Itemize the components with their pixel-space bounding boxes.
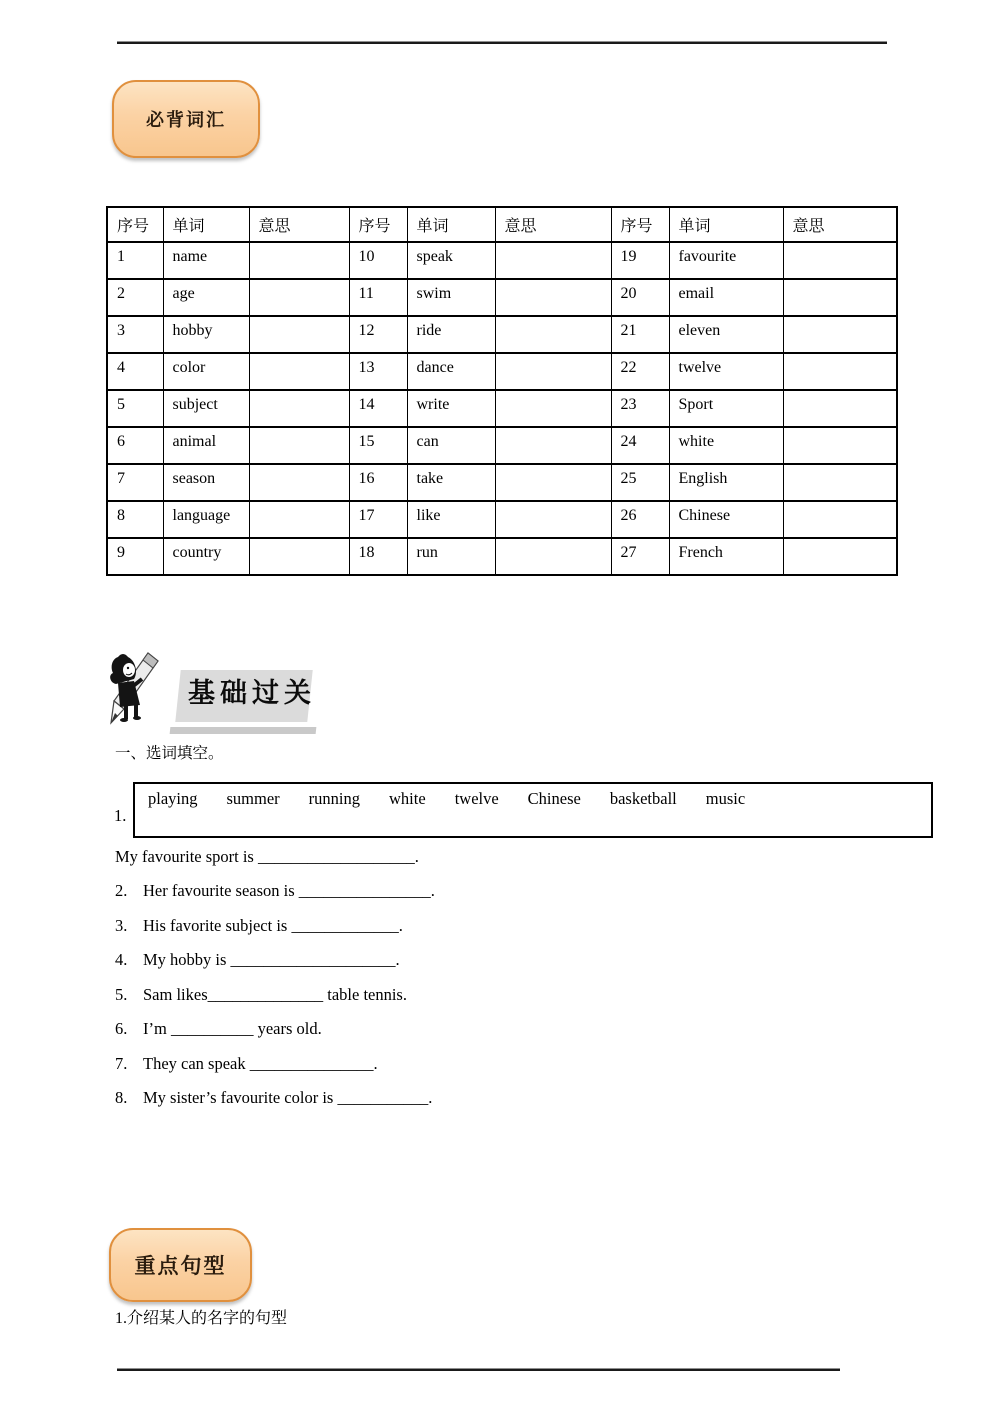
meaning-cell bbox=[495, 242, 611, 279]
word-bank-word: white bbox=[389, 789, 426, 808]
word-cell: dance bbox=[407, 353, 495, 390]
header-cell: 单词 bbox=[407, 207, 495, 242]
fill-item-text: My sister’s favourite color is ___________. bbox=[143, 1088, 433, 1107]
exercise1-title: 一、选词填空。 bbox=[115, 745, 224, 762]
fill-item-number: 6. bbox=[115, 1019, 128, 1038]
table-row bbox=[107, 316, 897, 353]
fill-item-text: They can speak _______________. bbox=[143, 1053, 378, 1073]
word-cell: favourite bbox=[669, 242, 783, 279]
index-cell: 17 bbox=[349, 501, 407, 538]
word-cell: take bbox=[407, 464, 495, 501]
meaning-cell bbox=[495, 279, 611, 316]
vocab-badge-label: 必背词汇 bbox=[146, 110, 226, 130]
word-cell: age bbox=[163, 279, 249, 316]
index-cell: 16 bbox=[349, 464, 407, 501]
fill-items bbox=[115, 881, 435, 1123]
meaning-cell bbox=[783, 538, 897, 575]
index-cell: 9 bbox=[107, 538, 163, 575]
banner-platform-edge bbox=[170, 727, 317, 734]
index-cell: 20 bbox=[611, 279, 669, 316]
fill-item-number: 2. bbox=[115, 881, 128, 900]
meaning-cell bbox=[249, 390, 349, 427]
vocab-table-body bbox=[107, 242, 897, 575]
meaning-cell bbox=[249, 501, 349, 538]
header-cell: 意思 bbox=[249, 207, 349, 242]
word-bank-word: running bbox=[308, 789, 361, 808]
index-cell: 27 bbox=[611, 538, 669, 575]
meaning-cell bbox=[783, 279, 897, 316]
index-cell: 22 bbox=[611, 353, 669, 390]
index-cell: 6 bbox=[107, 427, 163, 464]
word-bank-word: basketball bbox=[609, 789, 677, 808]
fill-item bbox=[115, 881, 435, 901]
word-cell: English bbox=[669, 464, 783, 501]
fill-item bbox=[115, 985, 435, 1005]
index-cell: 7 bbox=[107, 464, 163, 501]
index-cell: 21 bbox=[611, 316, 669, 353]
meaning-cell bbox=[783, 501, 897, 538]
table-row bbox=[107, 242, 897, 279]
index-cell: 19 bbox=[611, 242, 669, 279]
fill-item bbox=[115, 950, 435, 970]
vocab-table-header-row bbox=[107, 207, 897, 242]
index-cell: 4 bbox=[107, 353, 163, 390]
header-cell: 序号 bbox=[611, 207, 669, 242]
word-cell: can bbox=[407, 427, 495, 464]
writer-mascot-icon bbox=[104, 649, 166, 737]
meaning-cell bbox=[249, 316, 349, 353]
table-row bbox=[107, 464, 897, 501]
meaning-cell bbox=[495, 538, 611, 575]
fill-item bbox=[115, 1088, 435, 1108]
meaning-cell bbox=[249, 427, 349, 464]
fill-item-text: My hobby is ____________________. bbox=[143, 950, 400, 969]
index-cell: 25 bbox=[611, 464, 669, 501]
table-row bbox=[107, 390, 897, 427]
word-cell: name bbox=[163, 242, 249, 279]
word-bank-word: playing bbox=[148, 789, 198, 808]
index-cell: 13 bbox=[349, 353, 407, 390]
header-cell: 单词 bbox=[163, 207, 249, 242]
table-row bbox=[107, 501, 897, 538]
table-row bbox=[107, 353, 897, 390]
top-rule bbox=[117, 41, 887, 44]
meaning-cell bbox=[495, 316, 611, 353]
bottom-rule bbox=[117, 1368, 840, 1371]
word-bank-word: summer bbox=[226, 789, 280, 808]
index-cell: 12 bbox=[349, 316, 407, 353]
word-cell: Chinese bbox=[669, 501, 783, 538]
word-bank-word: Chinese bbox=[527, 789, 581, 808]
word-cell: country bbox=[163, 538, 249, 575]
meaning-cell bbox=[495, 427, 611, 464]
word-bank-word: twelve bbox=[454, 789, 499, 808]
index-cell: 24 bbox=[611, 427, 669, 464]
vocab-badge bbox=[112, 80, 260, 158]
fill-item-text: I’m __________ years old. bbox=[143, 1019, 322, 1038]
word-cell: swim bbox=[407, 279, 495, 316]
patterns-badge bbox=[109, 1228, 252, 1302]
word-cell: run bbox=[407, 538, 495, 575]
word-cell: subject bbox=[163, 390, 249, 427]
index-cell: 15 bbox=[349, 427, 407, 464]
index-cell: 3 bbox=[107, 316, 163, 353]
fill-item-number: 5. bbox=[115, 984, 128, 1004]
word-cell: season bbox=[163, 464, 249, 501]
word-cell: twelve bbox=[669, 353, 783, 390]
header-cell: 单词 bbox=[669, 207, 783, 242]
index-cell: 8 bbox=[107, 501, 163, 538]
fill-item-text: My favourite sport is ___________________. bbox=[115, 847, 419, 866]
table-row bbox=[107, 538, 897, 575]
meaning-cell bbox=[495, 464, 611, 501]
vocab-table bbox=[106, 206, 898, 576]
index-cell: 10 bbox=[349, 242, 407, 279]
meaning-cell bbox=[495, 390, 611, 427]
meaning-cell bbox=[495, 353, 611, 390]
fill-item-text: Sam likes______________ table tennis. bbox=[143, 984, 407, 1004]
word-bank bbox=[133, 782, 933, 838]
meaning-cell bbox=[783, 316, 897, 353]
fill-item bbox=[115, 1019, 435, 1039]
fill-item-number: 7. bbox=[115, 1053, 128, 1073]
word-cell: eleven bbox=[669, 316, 783, 353]
header-cell: 意思 bbox=[783, 207, 897, 242]
index-cell: 18 bbox=[349, 538, 407, 575]
meaning-cell bbox=[249, 279, 349, 316]
index-cell: 23 bbox=[611, 390, 669, 427]
word-cell: write bbox=[407, 390, 495, 427]
fill-item-number: 4. bbox=[115, 950, 128, 969]
meaning-cell bbox=[783, 427, 897, 464]
index-cell: 2 bbox=[107, 279, 163, 316]
word-cell: like bbox=[407, 501, 495, 538]
meaning-cell bbox=[249, 538, 349, 575]
table-row bbox=[107, 279, 897, 316]
header-cell: 序号 bbox=[349, 207, 407, 242]
index-cell: 26 bbox=[611, 501, 669, 538]
word-cell: Sport bbox=[669, 390, 783, 427]
fill-item-text: His favorite subject is _____________. bbox=[143, 915, 403, 935]
meaning-cell bbox=[783, 353, 897, 390]
word-bank-word: music bbox=[705, 789, 746, 808]
word-cell: French bbox=[669, 538, 783, 575]
patterns-badge-label: 重点句型 bbox=[134, 1255, 227, 1278]
meaning-cell bbox=[249, 353, 349, 390]
fill-item bbox=[115, 916, 435, 936]
index-cell: 11 bbox=[349, 279, 407, 316]
fill-item bbox=[115, 1054, 435, 1074]
patterns-line1: 1.介绍某人的名字的句型 bbox=[115, 1310, 288, 1327]
word-cell: white bbox=[669, 427, 783, 464]
fill-item-text: Her favourite season is ________________. bbox=[143, 881, 435, 900]
meaning-cell bbox=[495, 501, 611, 538]
header-cell: 序号 bbox=[107, 207, 163, 242]
word-cell: language bbox=[163, 501, 249, 538]
meaning-cell bbox=[249, 464, 349, 501]
meaning-cell bbox=[783, 390, 897, 427]
fill-item-number: 1. bbox=[114, 806, 127, 825]
table-row bbox=[107, 427, 897, 464]
word-cell: animal bbox=[163, 427, 249, 464]
word-cell: speak bbox=[407, 242, 495, 279]
word-cell: color bbox=[163, 353, 249, 390]
basics-banner-title: 基础过关 bbox=[188, 678, 316, 708]
index-cell: 1 bbox=[107, 242, 163, 279]
meaning-cell bbox=[783, 242, 897, 279]
meaning-cell bbox=[783, 464, 897, 501]
word-cell: hobby bbox=[163, 316, 249, 353]
fill-item-number: 3. bbox=[115, 915, 128, 935]
index-cell: 5 bbox=[107, 390, 163, 427]
fill-item-number: 8. bbox=[115, 1088, 128, 1107]
header-cell: 意思 bbox=[495, 207, 611, 242]
word-cell: ride bbox=[407, 316, 495, 353]
index-cell: 14 bbox=[349, 390, 407, 427]
word-cell: email bbox=[669, 279, 783, 316]
meaning-cell bbox=[249, 242, 349, 279]
